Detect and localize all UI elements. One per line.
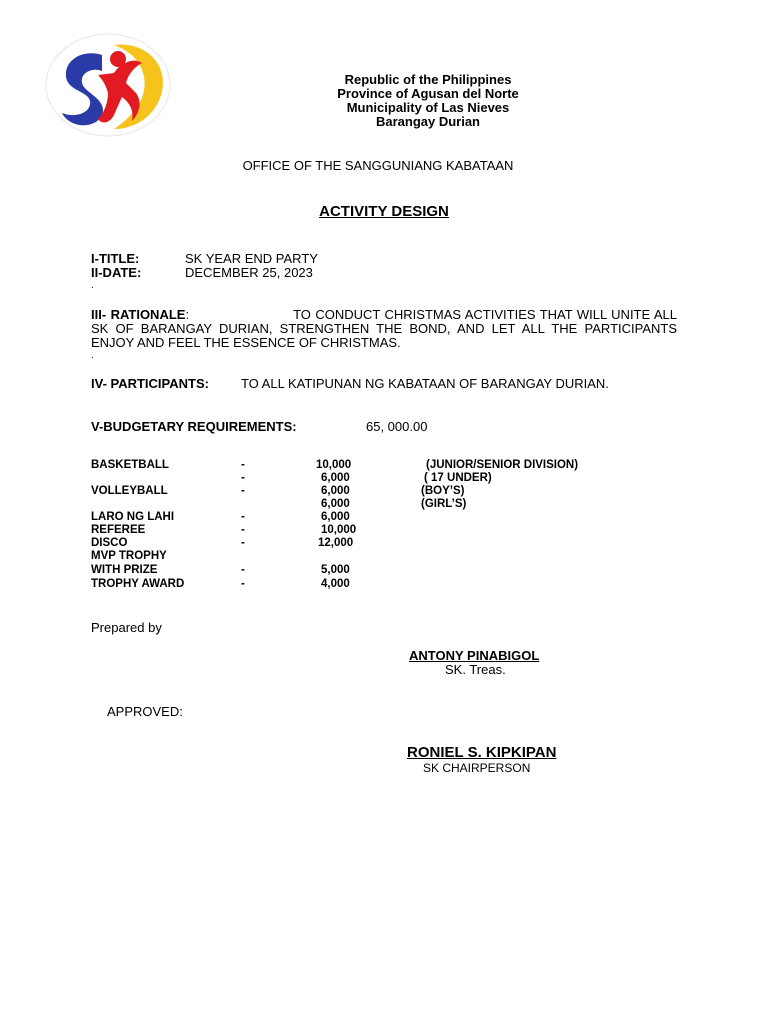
budget-note: ( 17 UNDER) [424,472,492,484]
budget-item: TROPHY AWARD [91,578,185,590]
approver-name: RONIEL S. KIPKIPAN [407,744,557,761]
rationale-text: TO CONDUCT CHRISTMAS ACTIVITIES THAT WILL UNITE ALL SK OF BARANGAY DURIAN, STRENGTHEN THE BOND, AND LET ALL THE PARTICIPANTS ENJOY AND FEEL THE ESSENCE OF CHRISTMAS. [91,307,677,350]
budget-note: (JUNIOR/SENIOR DIVISION) [426,459,579,471]
budget-item: BASKETBALL [91,459,169,471]
budget-item: MVP TROPHY [91,550,167,562]
title-value: SK YEAR END PARTY [185,251,318,266]
participants-text: TO ALL KATIPUNAN NG KABATAAN OF BARANGAY DURIAN. [240,376,609,391]
rationale-colon: : [185,307,190,322]
budget-dash: - [241,578,245,590]
budget-dash: - [241,472,245,484]
date-value: DECEMBER 25, 2023 [185,265,313,280]
budget-amount: 10,000 [321,524,357,536]
participants-section [91,377,677,391]
prepared-label: Prepared by [91,620,162,635]
budget-amount: 12,000 [318,537,354,549]
dot-marker-2: . [91,350,94,361]
province-line: Province of Agusan del Norte [337,86,519,101]
budget-item: REFEREE [91,524,146,536]
dot-marker: . [91,280,94,291]
title-label: I-TITLE: [91,251,140,266]
rationale-section [91,308,677,350]
logo-red-head [110,51,126,67]
barangay-line: Barangay Durian [375,114,481,129]
budget-dash: - [241,511,245,523]
budget-amount: 5,000 [321,564,350,576]
approver-position: SK CHAIRPERSON [423,761,531,775]
approved-label: APPROVED: [107,704,183,719]
rationale-label: III- RATIONALE [91,307,186,322]
budget-amount: 6,000 [321,511,350,523]
budget-item: WITH PRIZE [91,564,158,576]
date-label: II-DATE: [91,265,142,280]
budget-item: VOLLEYBALL [91,485,168,497]
budget-item: DISCO [91,537,128,549]
budget-amount: 6,000 [321,485,350,497]
document-title: ACTIVITY DESIGN [319,203,449,220]
budget-label: V-BUDGETARY REQUIREMENTS: [91,419,297,434]
preparer-name: ANTONY PINABIGOL [409,648,540,663]
budget-note: (GIRL’S) [421,498,467,510]
budget-item: LARO NG LAHI [91,511,175,523]
budget-dash: - [241,459,245,471]
budget-total: 65, 000.00 [366,419,428,434]
budget-note: (BOY’S) [421,485,465,497]
office-name: OFFICE OF THE SANGGUNIANG KABATAAN [242,158,514,173]
preparer-position: SK. Treas. [445,662,506,677]
municipality-line: Municipality of Las Nieves [346,100,510,115]
sk-logo [44,33,172,137]
budget-amount: 10,000 [316,459,352,471]
budget-dash: - [241,537,245,549]
republic-line: Republic of the Philippines [344,72,512,87]
participants-label: IV- PARTICIPANTS: [91,376,209,391]
budget-amount: 4,000 [321,578,350,590]
budget-amount: 6,000 [321,472,350,484]
budget-dash: - [241,524,245,536]
budget-dash: - [241,564,245,576]
budget-amount: 6,000 [321,498,350,510]
budget-dash: - [241,485,245,497]
